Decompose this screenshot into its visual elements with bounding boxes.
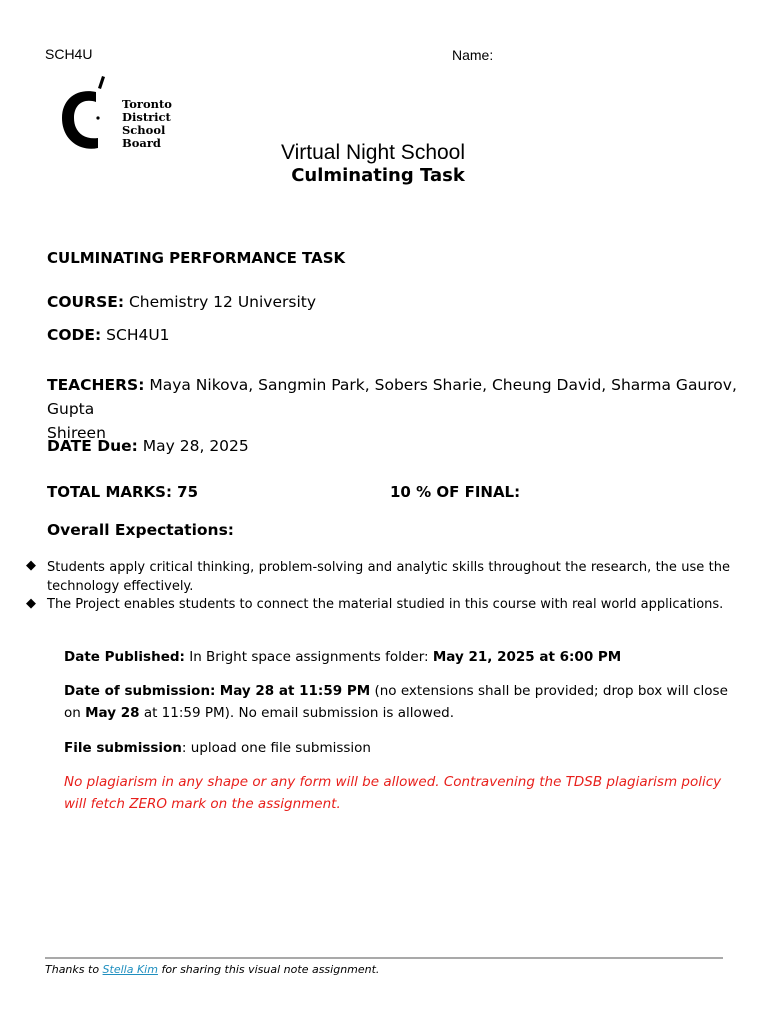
stella-kim-link[interactable]: Stella Kim (102, 963, 158, 976)
name-label: Name: (452, 47, 494, 63)
main-title: Virtual Night School (280, 141, 466, 164)
date-submission-text1: (no extensions shall be provided; drop box will close on (64, 683, 728, 721)
teachers-row (47, 373, 737, 445)
file-submission-label: File submission (64, 740, 182, 756)
footer-suffix: for sharing this visual note assignment. (157, 963, 380, 976)
date-published-text: n Bright space assignments folder: (193, 649, 433, 665)
date-submission-row (64, 680, 730, 724)
footer-prefix: Thanks to (45, 963, 103, 976)
sub-title: Culminating Task (291, 165, 465, 186)
code-value: SCH4U1 (106, 326, 170, 344)
course-label: COURSE: (47, 293, 125, 311)
teachers-label: TEACHERS: (47, 376, 145, 394)
date-published-date: May 21, 2025 at 6:00 PM (432, 649, 622, 665)
plagiarism-warning: No plagiarism in any shape or any form will be allowed. Contravening the TDSB plagiarism policy will fetch ZERO mark on the assignment. (64, 774, 722, 812)
code-row (47, 326, 170, 344)
file-submission-text: : upload one file submission (181, 740, 371, 756)
file-submission-row (64, 737, 730, 759)
footer-divider (45, 957, 723, 959)
diamond-bullet-icon: ◆ (26, 557, 36, 572)
teachers-line1: Maya Nikova, Sangmin Park, Sobers Sharie, Cheung David, Sharma Gaurov, Gupta (47, 376, 737, 418)
bullet-item: Students apply critical thinking, problem-solving and analytic skills throughout the research, the use the technology effectively. (47, 560, 730, 594)
logo-line: School (122, 123, 166, 137)
overall-expectations-heading: Overall Expectations: (47, 521, 234, 539)
date-submission-date: May 28 at 11:59 PM (219, 683, 371, 699)
teachers-line2: Shireen (47, 424, 106, 442)
logo-line: Toronto (122, 97, 172, 111)
date-published-label: Date Published: (64, 649, 185, 665)
section-heading: CULMINATING PERFORMANCE TASK (47, 249, 346, 267)
diamond-bullet-icon: ◆ (26, 595, 36, 610)
total-marks: TOTAL MARKS: 75 (47, 483, 199, 501)
logo-line: Board (122, 136, 161, 150)
date-submission-text2: at 11:59 PM). No email submission is allowed. (139, 705, 454, 721)
date-due-row (47, 437, 249, 455)
date-published-row (64, 646, 730, 668)
date-due-label: DATE Due: (47, 437, 138, 455)
course-row (47, 293, 316, 311)
date-published-prefix: I (189, 649, 194, 665)
date-submission-label: Date of submission: (64, 683, 216, 699)
course-value: Chemistry 12 University (128, 293, 317, 311)
footer-credit (45, 963, 379, 976)
code-label: CODE: (47, 326, 102, 344)
date-submission-date2: May 28 (85, 705, 140, 721)
percent-of-final: 10 % OF FINAL: (390, 483, 521, 501)
logo-line: District (122, 110, 171, 124)
course-code-header: SCH4U (45, 46, 93, 62)
bullet-item: The Project enables students to connect the material studied in this course with real world applications. (47, 597, 724, 612)
date-due-value: May 28, 2025 (142, 437, 249, 455)
